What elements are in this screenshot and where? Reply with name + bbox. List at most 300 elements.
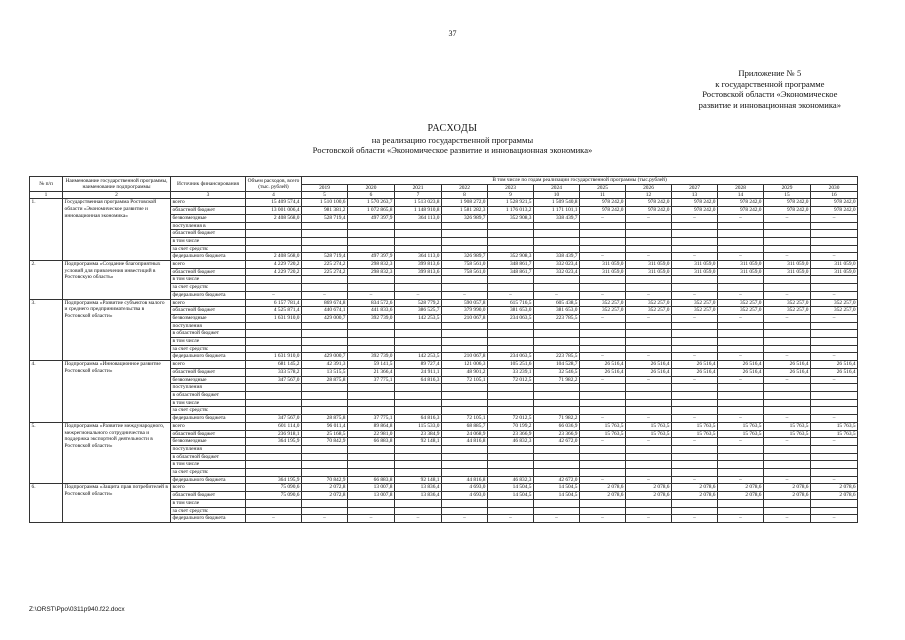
year-value: 352 908,3 xyxy=(488,214,534,222)
year-value xyxy=(811,499,858,507)
year-value xyxy=(811,469,858,477)
year-value: 26 516,4 xyxy=(626,361,672,369)
year-value: 399 813,6 xyxy=(395,261,442,269)
year-value: 23 366,9 xyxy=(534,430,580,438)
year-value: 26 516,4 xyxy=(718,368,764,376)
year-value: 13 836,4 xyxy=(395,492,442,500)
appendix-line: Ростовской области «Экономическое xyxy=(702,89,838,100)
year-value xyxy=(626,407,672,415)
funding-source: федерального бюджета xyxy=(171,291,246,299)
year-value xyxy=(488,399,534,407)
year-value: 72 012,5 xyxy=(488,415,534,423)
year-value xyxy=(488,230,534,238)
year-value xyxy=(580,345,626,353)
year-value: – xyxy=(811,415,858,423)
table-row xyxy=(30,422,858,430)
year-value: – xyxy=(811,214,858,222)
header-total: Объем расходов, всего (тыс. рублей) xyxy=(246,177,302,192)
year-value xyxy=(626,507,672,515)
funding-source: поступления xyxy=(171,384,246,392)
column-index: 7 xyxy=(395,192,442,199)
year-value xyxy=(672,499,718,507)
header-year: 2022 xyxy=(442,184,488,192)
year-value: – xyxy=(672,476,718,484)
document-title xyxy=(0,124,905,156)
year-value xyxy=(718,507,764,515)
year-value: 44 816,8 xyxy=(442,476,488,484)
year-value xyxy=(534,345,580,353)
year-value xyxy=(302,507,348,515)
year-value xyxy=(534,384,580,392)
year-value xyxy=(672,507,718,515)
year-value xyxy=(764,237,811,245)
year-value xyxy=(811,391,858,399)
year-value xyxy=(302,407,348,415)
year-value xyxy=(672,322,718,330)
year-value: – xyxy=(718,476,764,484)
year-value: – xyxy=(811,515,858,523)
funding-source: областной бюджет xyxy=(171,492,246,500)
year-value: 298 832,3 xyxy=(348,261,395,269)
title-subtitle: Ростовской области «Экономическое развитие и инновационная экономика» xyxy=(312,145,593,155)
year-value xyxy=(302,384,348,392)
year-value: 72 105,1 xyxy=(442,376,488,384)
year-value: 26 516,4 xyxy=(718,361,764,369)
funding-source: областной бюджет xyxy=(171,430,246,438)
year-value: 225 274,2 xyxy=(302,261,348,269)
year-value xyxy=(764,453,811,461)
year-value xyxy=(811,461,858,469)
year-value: – xyxy=(672,376,718,384)
total-value xyxy=(246,399,302,407)
year-value xyxy=(395,445,442,453)
appendix-line: развитие и инновационная экономика» xyxy=(698,99,841,110)
year-value: 89 864,8 xyxy=(348,422,395,430)
year-value: – xyxy=(764,415,811,423)
year-value: 64 816,3 xyxy=(395,415,442,423)
total-value: 6 157 781,4 xyxy=(246,299,302,307)
year-value: 1 528 921,5 xyxy=(488,199,534,207)
year-value: 2 072,8 xyxy=(302,492,348,500)
year-value xyxy=(302,453,348,461)
year-value: 338 439,7 xyxy=(534,214,580,222)
year-value: 311 059,0 xyxy=(811,268,858,276)
year-value: 15 763,5 xyxy=(718,422,764,430)
year-value xyxy=(488,461,534,469)
year-value xyxy=(442,453,488,461)
year-value xyxy=(718,237,764,245)
year-value xyxy=(718,322,764,330)
year-value: 978 242,0 xyxy=(811,207,858,215)
year-value: – xyxy=(580,476,626,484)
year-value: 68 885,7 xyxy=(442,422,488,430)
total-value: 2 408 568,0 xyxy=(246,253,302,261)
funding-source: поступления xyxy=(171,322,246,330)
year-value xyxy=(302,345,348,353)
year-value: 42 672,0 xyxy=(534,476,580,484)
year-value xyxy=(580,338,626,346)
year-value: – xyxy=(672,314,718,322)
year-value xyxy=(488,445,534,453)
year-value: – xyxy=(764,476,811,484)
year-value xyxy=(626,399,672,407)
total-value: 15 409 574,4 xyxy=(246,199,302,207)
year-value: 24 911,1 xyxy=(395,368,442,376)
year-value: 15 763,5 xyxy=(811,422,858,430)
year-value: – xyxy=(764,214,811,222)
year-value: – xyxy=(626,476,672,484)
year-value: 1 171 101,1 xyxy=(534,207,580,215)
year-value: 497 397,9 xyxy=(348,253,395,261)
funding-source: в областной бюджет xyxy=(171,330,246,338)
year-value xyxy=(488,391,534,399)
year-value: 234 063,5 xyxy=(488,314,534,322)
year-value xyxy=(348,330,395,338)
year-value xyxy=(534,222,580,230)
year-value: 2 078,6 xyxy=(626,492,672,500)
year-value: 311 059,0 xyxy=(580,268,626,276)
column-index: 6 xyxy=(348,192,395,199)
year-value: – xyxy=(580,214,626,222)
year-value: – xyxy=(395,515,442,523)
year-value xyxy=(811,384,858,392)
year-value xyxy=(672,469,718,477)
year-value: – xyxy=(718,314,764,322)
year-value: 26 516,4 xyxy=(580,361,626,369)
year-value xyxy=(488,499,534,507)
header-year: 2023 xyxy=(488,184,534,192)
funding-source: в том числе xyxy=(171,399,246,407)
year-value xyxy=(302,284,348,292)
funding-source: поступления xyxy=(171,445,246,453)
total-value: 681 145,2 xyxy=(246,361,302,369)
program-number: 5. xyxy=(30,422,63,484)
funding-source: областной бюджет xyxy=(171,207,246,215)
year-value: 72 012,5 xyxy=(488,376,534,384)
year-value xyxy=(672,391,718,399)
year-value: – xyxy=(580,291,626,299)
total-value: 4 229 720,2 xyxy=(246,261,302,269)
year-value xyxy=(580,384,626,392)
year-value: 352 257,0 xyxy=(672,307,718,315)
year-value xyxy=(534,245,580,253)
year-value: 92 148,1 xyxy=(395,476,442,484)
year-value: 1 908 272,0 xyxy=(442,199,488,207)
year-value: 15 763,5 xyxy=(580,422,626,430)
year-value: 440 674,1 xyxy=(302,307,348,315)
year-value: 978 242,0 xyxy=(718,207,764,215)
header-year: 2024 xyxy=(534,184,580,192)
year-value: – xyxy=(348,515,395,523)
year-value: 142 253,5 xyxy=(395,353,442,361)
year-value xyxy=(764,345,811,353)
year-value xyxy=(395,399,442,407)
year-value: 429 000,7 xyxy=(302,353,348,361)
year-value xyxy=(580,237,626,245)
year-value xyxy=(488,338,534,346)
year-value: 326 989,7 xyxy=(442,253,488,261)
year-value xyxy=(348,461,395,469)
funding-source: федерального бюджета xyxy=(171,253,246,261)
year-value xyxy=(395,407,442,415)
header-year: 2025 xyxy=(580,184,626,192)
year-value xyxy=(395,338,442,346)
year-value xyxy=(764,230,811,238)
year-value xyxy=(395,284,442,292)
year-value: 364 113,0 xyxy=(395,253,442,261)
year-value xyxy=(348,284,395,292)
funding-source: всего xyxy=(171,299,246,307)
total-value xyxy=(246,461,302,469)
year-value xyxy=(442,399,488,407)
year-value: 21 366,4 xyxy=(348,368,395,376)
year-value: 590 057,8 xyxy=(442,299,488,307)
year-value: 311 059,0 xyxy=(764,268,811,276)
year-value xyxy=(626,284,672,292)
total-value: 601 114,0 xyxy=(246,422,302,430)
total-value: 75 090,6 xyxy=(246,484,302,492)
year-value xyxy=(395,237,442,245)
program-number: 4. xyxy=(30,361,63,423)
year-value: 142 253,5 xyxy=(395,314,442,322)
year-value: – xyxy=(718,291,764,299)
year-value xyxy=(302,445,348,453)
year-value: 2 078,6 xyxy=(672,484,718,492)
year-value xyxy=(764,407,811,415)
total-value: 2 408 568,0 xyxy=(246,214,302,222)
year-value xyxy=(811,276,858,284)
year-value: 14 504,5 xyxy=(488,492,534,500)
year-value xyxy=(395,461,442,469)
year-value xyxy=(302,399,348,407)
funding-source: всего xyxy=(171,199,246,207)
year-value: 978 242,0 xyxy=(718,199,764,207)
year-value xyxy=(718,330,764,338)
table-row xyxy=(30,484,858,492)
column-index: 13 xyxy=(672,192,718,199)
funding-source: в том числе xyxy=(171,338,246,346)
year-value xyxy=(811,399,858,407)
year-value xyxy=(442,391,488,399)
year-value xyxy=(395,345,442,353)
year-value xyxy=(811,330,858,338)
year-value xyxy=(488,453,534,461)
year-value: – xyxy=(672,253,718,261)
year-value: – xyxy=(395,291,442,299)
year-value: 326 989,7 xyxy=(442,214,488,222)
year-value: 615 716,5 xyxy=(488,299,534,307)
year-value: 26 516,4 xyxy=(580,368,626,376)
year-value xyxy=(534,407,580,415)
year-value: – xyxy=(764,376,811,384)
year-value xyxy=(488,322,534,330)
header-years-group: В том числе по годам реализации государственной программы (тыс.рублей) xyxy=(302,177,858,185)
total-value xyxy=(246,237,302,245)
year-value: – xyxy=(626,438,672,446)
year-value: – xyxy=(534,291,580,299)
table-row xyxy=(30,299,858,307)
funding-source: за счет средств: xyxy=(171,284,246,292)
year-value xyxy=(534,391,580,399)
year-value xyxy=(442,469,488,477)
year-value: 1 513 023,8 xyxy=(395,199,442,207)
year-value: 15 763,5 xyxy=(811,430,858,438)
year-value xyxy=(718,338,764,346)
year-value xyxy=(580,391,626,399)
year-value: – xyxy=(626,253,672,261)
year-value: 978 242,0 xyxy=(672,207,718,215)
year-value: – xyxy=(488,515,534,523)
year-value: 352 257,0 xyxy=(672,299,718,307)
year-value: 379 990,0 xyxy=(442,307,488,315)
year-value xyxy=(764,284,811,292)
year-value: – xyxy=(672,214,718,222)
year-value: – xyxy=(580,415,626,423)
funding-source: областной бюджет xyxy=(171,268,246,276)
appendix-line: к государственной программе xyxy=(715,78,825,89)
year-value: 70 842,9 xyxy=(302,438,348,446)
header-year: 2021 xyxy=(395,184,442,192)
year-value xyxy=(672,230,718,238)
year-value xyxy=(580,222,626,230)
year-value xyxy=(626,276,672,284)
year-value: 869 674,8 xyxy=(302,299,348,307)
total-value xyxy=(246,222,302,230)
year-value xyxy=(811,345,858,353)
year-value: 338 439,7 xyxy=(534,253,580,261)
year-value xyxy=(534,330,580,338)
header-name: Наименование государственной программы, наименование подпрограммы xyxy=(63,177,171,192)
table-row xyxy=(30,199,858,207)
program-name: Подпрограмма «Инновационное развитие Ростовской области» xyxy=(63,361,171,423)
year-value: 15 763,5 xyxy=(764,430,811,438)
year-value: 234 063,5 xyxy=(488,353,534,361)
year-value: 13 836,4 xyxy=(395,484,442,492)
year-value xyxy=(534,322,580,330)
year-value xyxy=(580,445,626,453)
funding-source: безвозмездные xyxy=(171,314,246,322)
funding-source: всего xyxy=(171,422,246,430)
total-value: 364 195,9 xyxy=(246,476,302,484)
year-value: 1 176 013,2 xyxy=(488,207,534,215)
year-value xyxy=(764,507,811,515)
year-value: 26 516,4 xyxy=(764,361,811,369)
year-value xyxy=(764,322,811,330)
year-value: – xyxy=(626,415,672,423)
year-value xyxy=(488,276,534,284)
year-value: 1 570 263,7 xyxy=(348,199,395,207)
year-value: 223 785,5 xyxy=(534,314,580,322)
year-value: – xyxy=(580,353,626,361)
year-value xyxy=(348,276,395,284)
year-value xyxy=(348,222,395,230)
year-value xyxy=(672,245,718,253)
year-value xyxy=(348,322,395,330)
year-value: 758 561,0 xyxy=(442,261,488,269)
year-value: 14 504,5 xyxy=(534,492,580,500)
year-value: 2 078,6 xyxy=(764,484,811,492)
year-value: 15 763,5 xyxy=(672,422,718,430)
column-index: 12 xyxy=(626,192,672,199)
funding-source: федерального бюджета xyxy=(171,476,246,484)
year-value: 26 516,4 xyxy=(811,368,858,376)
funding-source: в том числе xyxy=(171,499,246,507)
year-value xyxy=(302,230,348,238)
year-value xyxy=(580,245,626,253)
total-value xyxy=(246,230,302,238)
total-value: 75 090,6 xyxy=(246,492,302,500)
year-value: 210 067,8 xyxy=(442,353,488,361)
total-value xyxy=(246,338,302,346)
year-value: 15 763,5 xyxy=(580,430,626,438)
year-value: 28 875,8 xyxy=(302,415,348,423)
year-value: 332 023,4 xyxy=(534,261,580,269)
year-value xyxy=(534,461,580,469)
year-value: – xyxy=(626,314,672,322)
year-value: 13 007,8 xyxy=(348,492,395,500)
year-value: 44 816,8 xyxy=(442,438,488,446)
year-value xyxy=(488,407,534,415)
year-value xyxy=(764,461,811,469)
year-value: 978 242,0 xyxy=(764,199,811,207)
year-value: 2 078,6 xyxy=(672,492,718,500)
year-value xyxy=(488,237,534,245)
year-value xyxy=(626,237,672,245)
column-index: 8 xyxy=(442,192,488,199)
year-value: – xyxy=(626,376,672,384)
year-value: 2 078,6 xyxy=(718,492,764,500)
total-value: 364 195,9 xyxy=(246,438,302,446)
program-name: Подпрограмма «Развитие международного, межрегионального сотрудничества и поддержка экспортной деятельности в Ростовской области» xyxy=(63,422,171,484)
year-value xyxy=(534,507,580,515)
funding-source: областной бюджет xyxy=(171,307,246,315)
year-value xyxy=(672,407,718,415)
total-value: 13 001 006,4 xyxy=(246,207,302,215)
title-main: РАСХОДЫ xyxy=(427,123,478,134)
year-value: 15 763,5 xyxy=(718,430,764,438)
year-value xyxy=(626,384,672,392)
total-value xyxy=(246,245,302,253)
year-value xyxy=(534,499,580,507)
year-value: 66 883,8 xyxy=(348,438,395,446)
year-value: – xyxy=(672,415,718,423)
year-value: 28 875,8 xyxy=(302,376,348,384)
year-value: 2 078,6 xyxy=(811,484,858,492)
year-value xyxy=(348,230,395,238)
year-value: 298 832,3 xyxy=(348,268,395,276)
year-value: 429 000,7 xyxy=(302,314,348,322)
year-value xyxy=(580,407,626,415)
year-value xyxy=(672,284,718,292)
year-value: 352 257,0 xyxy=(580,307,626,315)
year-value: 528 719,4 xyxy=(302,253,348,261)
year-value: – xyxy=(626,353,672,361)
year-value: 311 059,0 xyxy=(580,261,626,269)
year-value: 2 078,6 xyxy=(580,492,626,500)
year-value: 23 384,9 xyxy=(395,430,442,438)
year-value: – xyxy=(718,376,764,384)
year-value xyxy=(718,276,764,284)
year-value: – xyxy=(811,376,858,384)
year-value xyxy=(348,338,395,346)
year-value xyxy=(811,230,858,238)
column-index: 11 xyxy=(580,192,626,199)
year-value xyxy=(672,338,718,346)
year-value: – xyxy=(718,438,764,446)
total-value: 347 567,0 xyxy=(246,376,302,384)
year-value xyxy=(672,445,718,453)
column-index: 4 xyxy=(246,192,302,199)
